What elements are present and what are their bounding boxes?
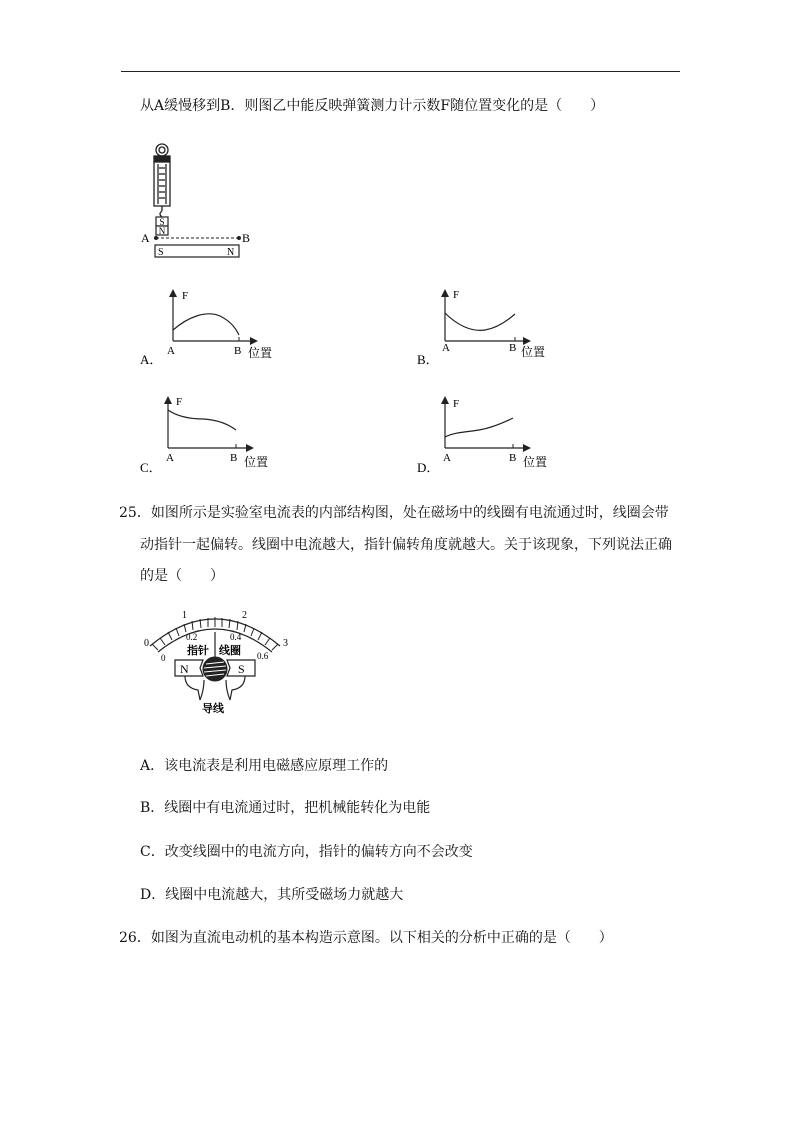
graph-b-x-arrow: [523, 337, 531, 345]
graph-b-x-unit: 位置: [521, 345, 546, 359]
graph-c-curve: [168, 410, 236, 430]
point-b-label: B: [242, 231, 251, 245]
graph-a-x-arrow: [250, 337, 258, 345]
graph-c-y-arrow: [164, 396, 172, 404]
q25-option-d: D．线圈中电流越大，其所受磁场力就越大: [140, 887, 404, 903]
q25-option-c: C．改变线圈中的电流方向，指针的偏转方向不会改变: [140, 844, 473, 860]
graph-d-x-arrow: [523, 444, 531, 452]
graph-d-x-start-label: A: [443, 452, 451, 464]
graph-b-curve: [445, 313, 515, 330]
bar-magnet-s-label: S: [158, 247, 164, 258]
graph-c-x-unit: 位置: [244, 455, 269, 469]
inner-scale-0-4: 0.4: [230, 632, 242, 642]
q24-stem-tail: 从A缓慢移到B．则图乙中能反映弹簧测力计示数F随位置变化的是（ ）: [140, 98, 605, 114]
q25-option-a: A．该电流表是利用电磁感应原理工作的: [140, 758, 389, 774]
hanging-magnet-n-label: N: [158, 226, 166, 236]
point-a-marker: [154, 236, 158, 240]
graph-d-y-label: F: [453, 398, 460, 410]
outer-scale-2: 2: [242, 610, 247, 621]
graph-c-y-label: F: [176, 396, 183, 408]
graph-d-option-label: D．: [417, 460, 440, 475]
graph-d-y-arrow: [441, 396, 449, 404]
graph-b-x-start-label: A: [442, 342, 450, 354]
q24-graph-d: [415, 392, 560, 477]
coil-icon: [203, 657, 227, 681]
graph-c-x-start-label: A: [166, 452, 174, 464]
spring-scale: [154, 144, 170, 223]
graph-d-x-unit: 位置: [523, 455, 548, 469]
q25-line-1: 25．如图所示是实验室电流表的内部结构图，处在磁场中的线圈有电流通过时，线圈会带: [119, 505, 669, 521]
graph-d-x-end-label: B: [509, 452, 517, 464]
graph-b-x-end-label: B: [509, 342, 517, 354]
graph-a-curve: [173, 314, 239, 335]
graph-c-x-arrow: [246, 444, 254, 452]
magnet-n-label: N: [180, 662, 189, 676]
hanging-magnet: [156, 217, 168, 236]
graph-a-option-label: A．: [140, 352, 163, 367]
magnet-s-label: S: [238, 662, 245, 676]
hanging-magnet-s-label: S: [159, 217, 165, 227]
inner-scale-0-6: 0.6: [257, 651, 269, 661]
wire-leads: [200, 680, 230, 700]
graph-b-option-label: B．: [417, 352, 439, 367]
outer-scale-0: 0: [144, 638, 149, 649]
q25-ammeter-figure: [140, 604, 295, 716]
inner-scale-0-2: 0.2: [186, 632, 198, 642]
graph-a-x-start-label: A: [167, 345, 175, 357]
outer-scale-3: 3: [283, 638, 288, 649]
header-rule: [121, 71, 680, 72]
graph-d-curve: [445, 418, 513, 437]
coil-label: 线圈: [219, 644, 241, 657]
q24-graph-c: [138, 392, 283, 477]
graph-a-x-unit: 位置: [248, 346, 273, 360]
graph-a-y-label: F: [182, 290, 189, 302]
point-a-label: A: [141, 231, 150, 245]
point-b-marker: [237, 236, 241, 240]
q25-line-3: 的是（ ）: [140, 568, 224, 584]
pointer-label: 指针: [187, 644, 209, 657]
graph-b-y-arrow: [441, 289, 449, 297]
graph-c-x-end-label: B: [230, 452, 238, 464]
bar-magnet-n-label: N: [227, 247, 235, 258]
q24-graph-b: [415, 285, 560, 370]
inner-scale-0: 0: [161, 653, 166, 663]
q25-option-b: B．线圈中有电流通过时，把机械能转化为电能: [140, 800, 431, 816]
graph-c-option-label: C．: [140, 460, 162, 475]
outer-scale-1: 1: [182, 610, 187, 621]
q24-graph-a: [138, 285, 283, 370]
graph-a-y-arrow: [169, 289, 177, 297]
graph-a-x-end-label: B: [234, 345, 242, 357]
q25-line-2: 动指针一起偏转。线圈中电流越大，指针偏转角度就越大。关于该现象，下列说法正确: [140, 537, 672, 553]
q24-setup-figure: [135, 138, 260, 260]
graph-b-y-label: F: [453, 289, 460, 301]
wire-label: 导线: [202, 702, 224, 715]
q26-line-1: 26．如图为直流电动机的基本构造示意图。以下相关的分析中正确的是（ ）: [119, 930, 613, 946]
